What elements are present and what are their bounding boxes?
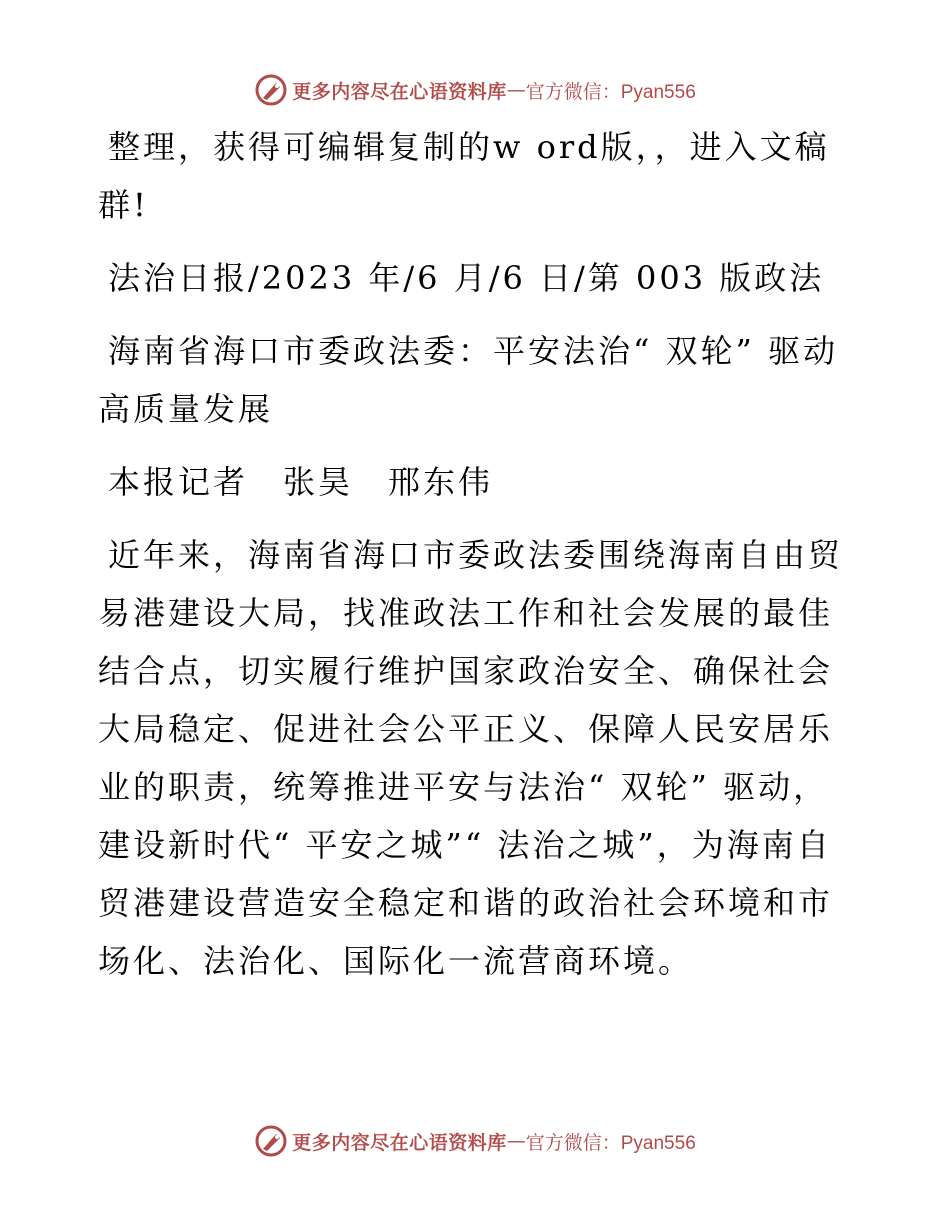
intro-paragraph: 整理，获得可编辑复制的w ord版，，进入文稿群! — [98, 128, 830, 224]
byline: 本报记者 张昊 邢东伟 — [108, 463, 494, 501]
banner-wechat-text: 官方微信：Pyan556 — [525, 81, 696, 103]
document-body — [98, 118, 858, 1005]
banner-main-text: 更多内容尽在心语资料库 — [292, 80, 507, 103]
source-line: 法治日报/2023 年/6 月/6 日/第 003 版政法 — [108, 259, 825, 297]
header-watermark-banner — [0, 70, 950, 110]
pen-nib-logo-icon — [254, 1124, 288, 1158]
banner-separator: — — [506, 1130, 526, 1152]
banner-wechat-text: 官方微信：Pyan556 — [525, 1132, 696, 1154]
banner-separator: — — [506, 79, 526, 101]
banner-main-text: 更多内容尽在心语资料库 — [292, 1131, 507, 1154]
footer-watermark-banner — [0, 1121, 950, 1161]
body-paragraph: 近年来，海南省海口市委政法委围绕海南自由贸易港建设大局，找准政法工作和社会发展的最佳结合点，切实履行维护国家政治安全、确保社会大局稳定、促进社会公平正义、保障人民安居乐业的职责，统筹推进平安与法治“ 双轮” 驱动，建设新时代“ 平安之城”“ 法治之城”，为海南自贸港建设营造安全稳定和谐的政治社会环境和市场化、法治化、国际化一流营商环境。 — [98, 536, 844, 980]
article-headline: 海南省海口市委政法委：平安法治“ 双轮” 驱动高质量发展 — [98, 332, 839, 428]
pen-nib-logo-icon — [254, 73, 288, 107]
